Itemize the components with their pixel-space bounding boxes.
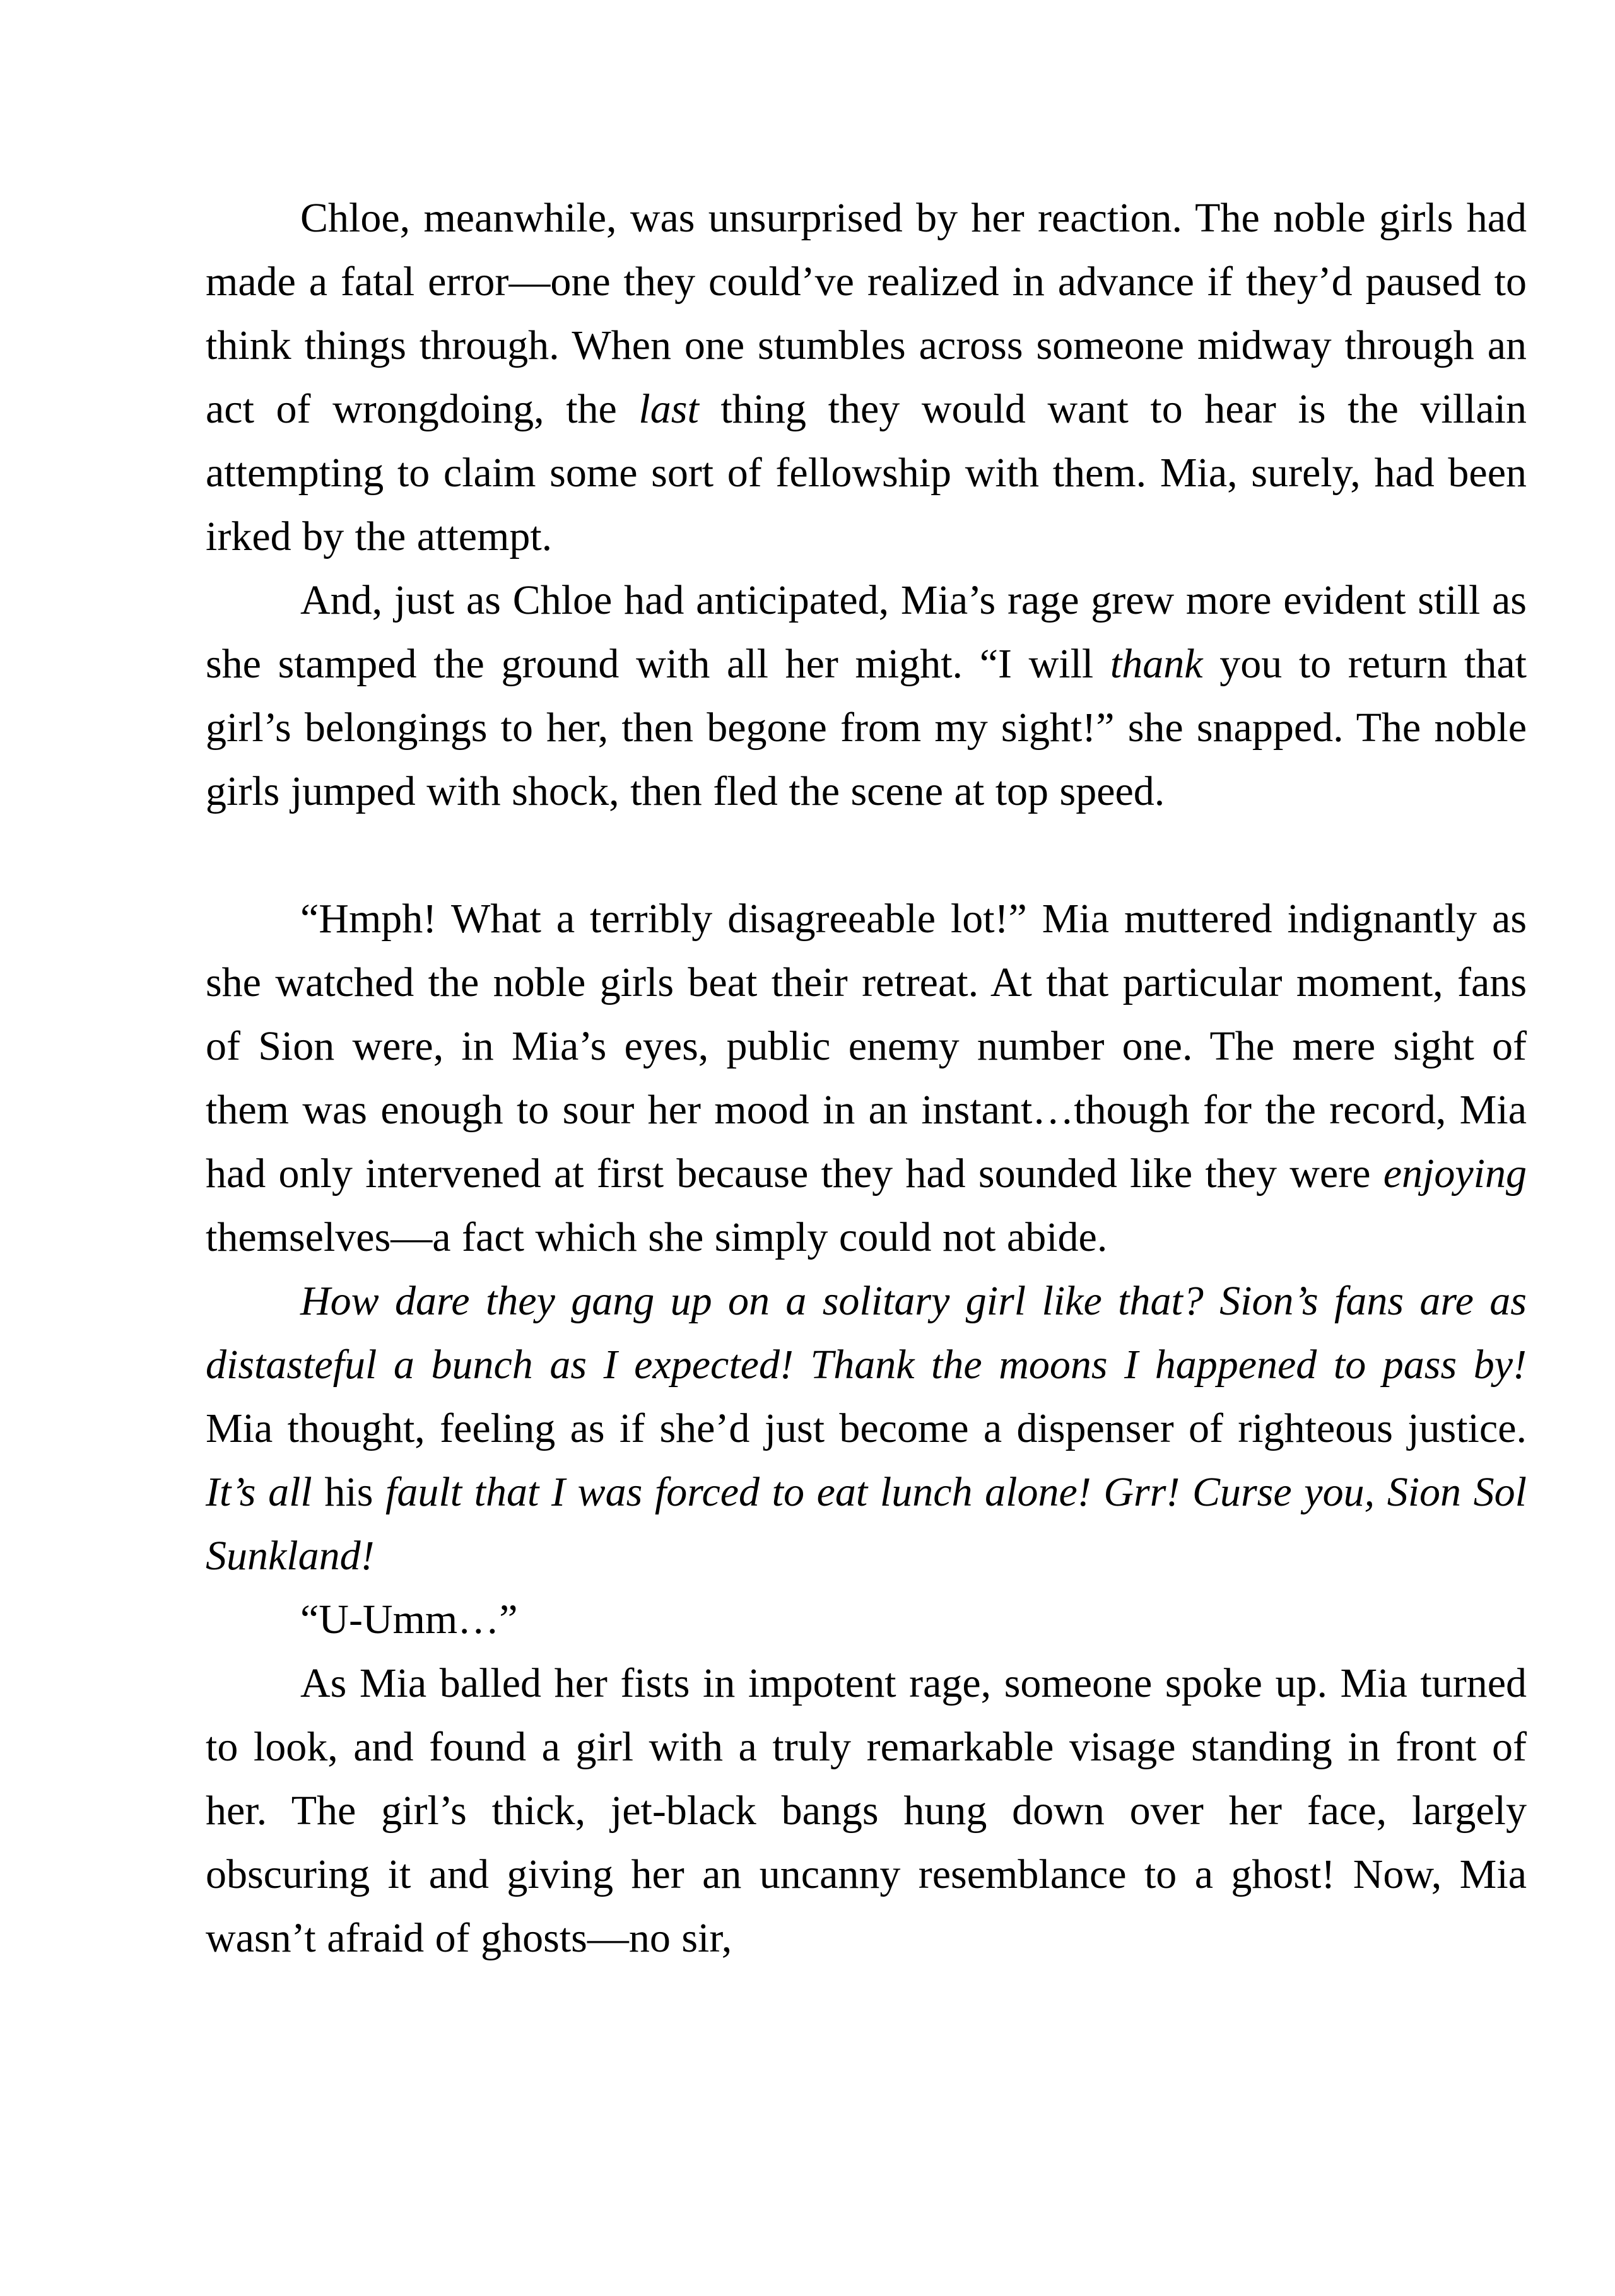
paragraph-1 [206, 186, 1527, 568]
text-segment-italic: How dare they gang up on a solitary girl like that? Sion’s fans are as distasteful a bunch as I expected! Thank the moons I happened to pass by! [206, 1278, 1527, 1388]
text-segment: thing they would want to hear is the villain attempting to claim some sort of fellowship with them. Mia, surely, had been irked by the attempt. [206, 386, 1527, 559]
text-segment: “Hmph! What a terribly disagreeable lot!” Mia muttered indignantly as she watched the noble girls beat their retreat. At that particular moment, fans of Sion were, in Mia’s eyes, public enemy number one. The mere sight of them was enough to sour her mood in an instant…though for the record, Mia had only intervened at first because they had sounded like they were [206, 896, 1527, 1197]
text-segment: themselves—a fact which she simply could not abide. [206, 1214, 1108, 1260]
paragraph-5 [206, 1588, 1527, 1651]
text-segment-italic: last [638, 386, 699, 432]
text-segment: And, just as Chloe had anticipated, Mia’s rage grew more evident still as she stamped the ground with all her might. “I will [206, 577, 1527, 687]
text-segment: you to return that girl’s belongings to her, then begone from my sight!” she snapped. The noble girls jumped with shock, then fled the scene at top speed. [206, 641, 1527, 814]
text-segment-italic: It’s all [206, 1469, 312, 1515]
text-segment: his [312, 1469, 386, 1515]
text-segment: Chloe, meanwhile, was unsurprised by her reaction. The noble girls had made a fatal error—one they could’ve realized in advance if they’d paused to think things through. When one stumbles across someone midway through an act of wrongdoing, the [206, 195, 1527, 432]
text-segment-italic: thank [1110, 641, 1203, 687]
page-text [206, 186, 1527, 1970]
text-segment-italic: fault that I was forced to eat lunch alone! Grr! Curse you, Sion Sol Sunkland! [206, 1469, 1527, 1579]
paragraph-4 [206, 1269, 1527, 1588]
text-segment: “U-Umm…” [300, 1596, 518, 1643]
paragraph-6 [206, 1651, 1527, 1970]
paragraph-3 [206, 887, 1527, 1269]
text-segment: Mia thought, feeling as if she’d just become a dispenser of righteous justice. [206, 1405, 1527, 1451]
paragraph-2 [206, 568, 1527, 823]
text-segment: As Mia balled her fists in impotent rage, someone spoke up. Mia turned to look, and found a girl with a truly remarkable visage standing in front of her. The girl’s thick, jet-black bangs hung down over her face, largely obscuring it and giving her an uncanny resemblance to a ghost! Now, Mia wasn’t afraid of ghosts—no sir, [206, 1660, 1527, 1961]
text-segment-italic: enjoying [1383, 1151, 1527, 1197]
